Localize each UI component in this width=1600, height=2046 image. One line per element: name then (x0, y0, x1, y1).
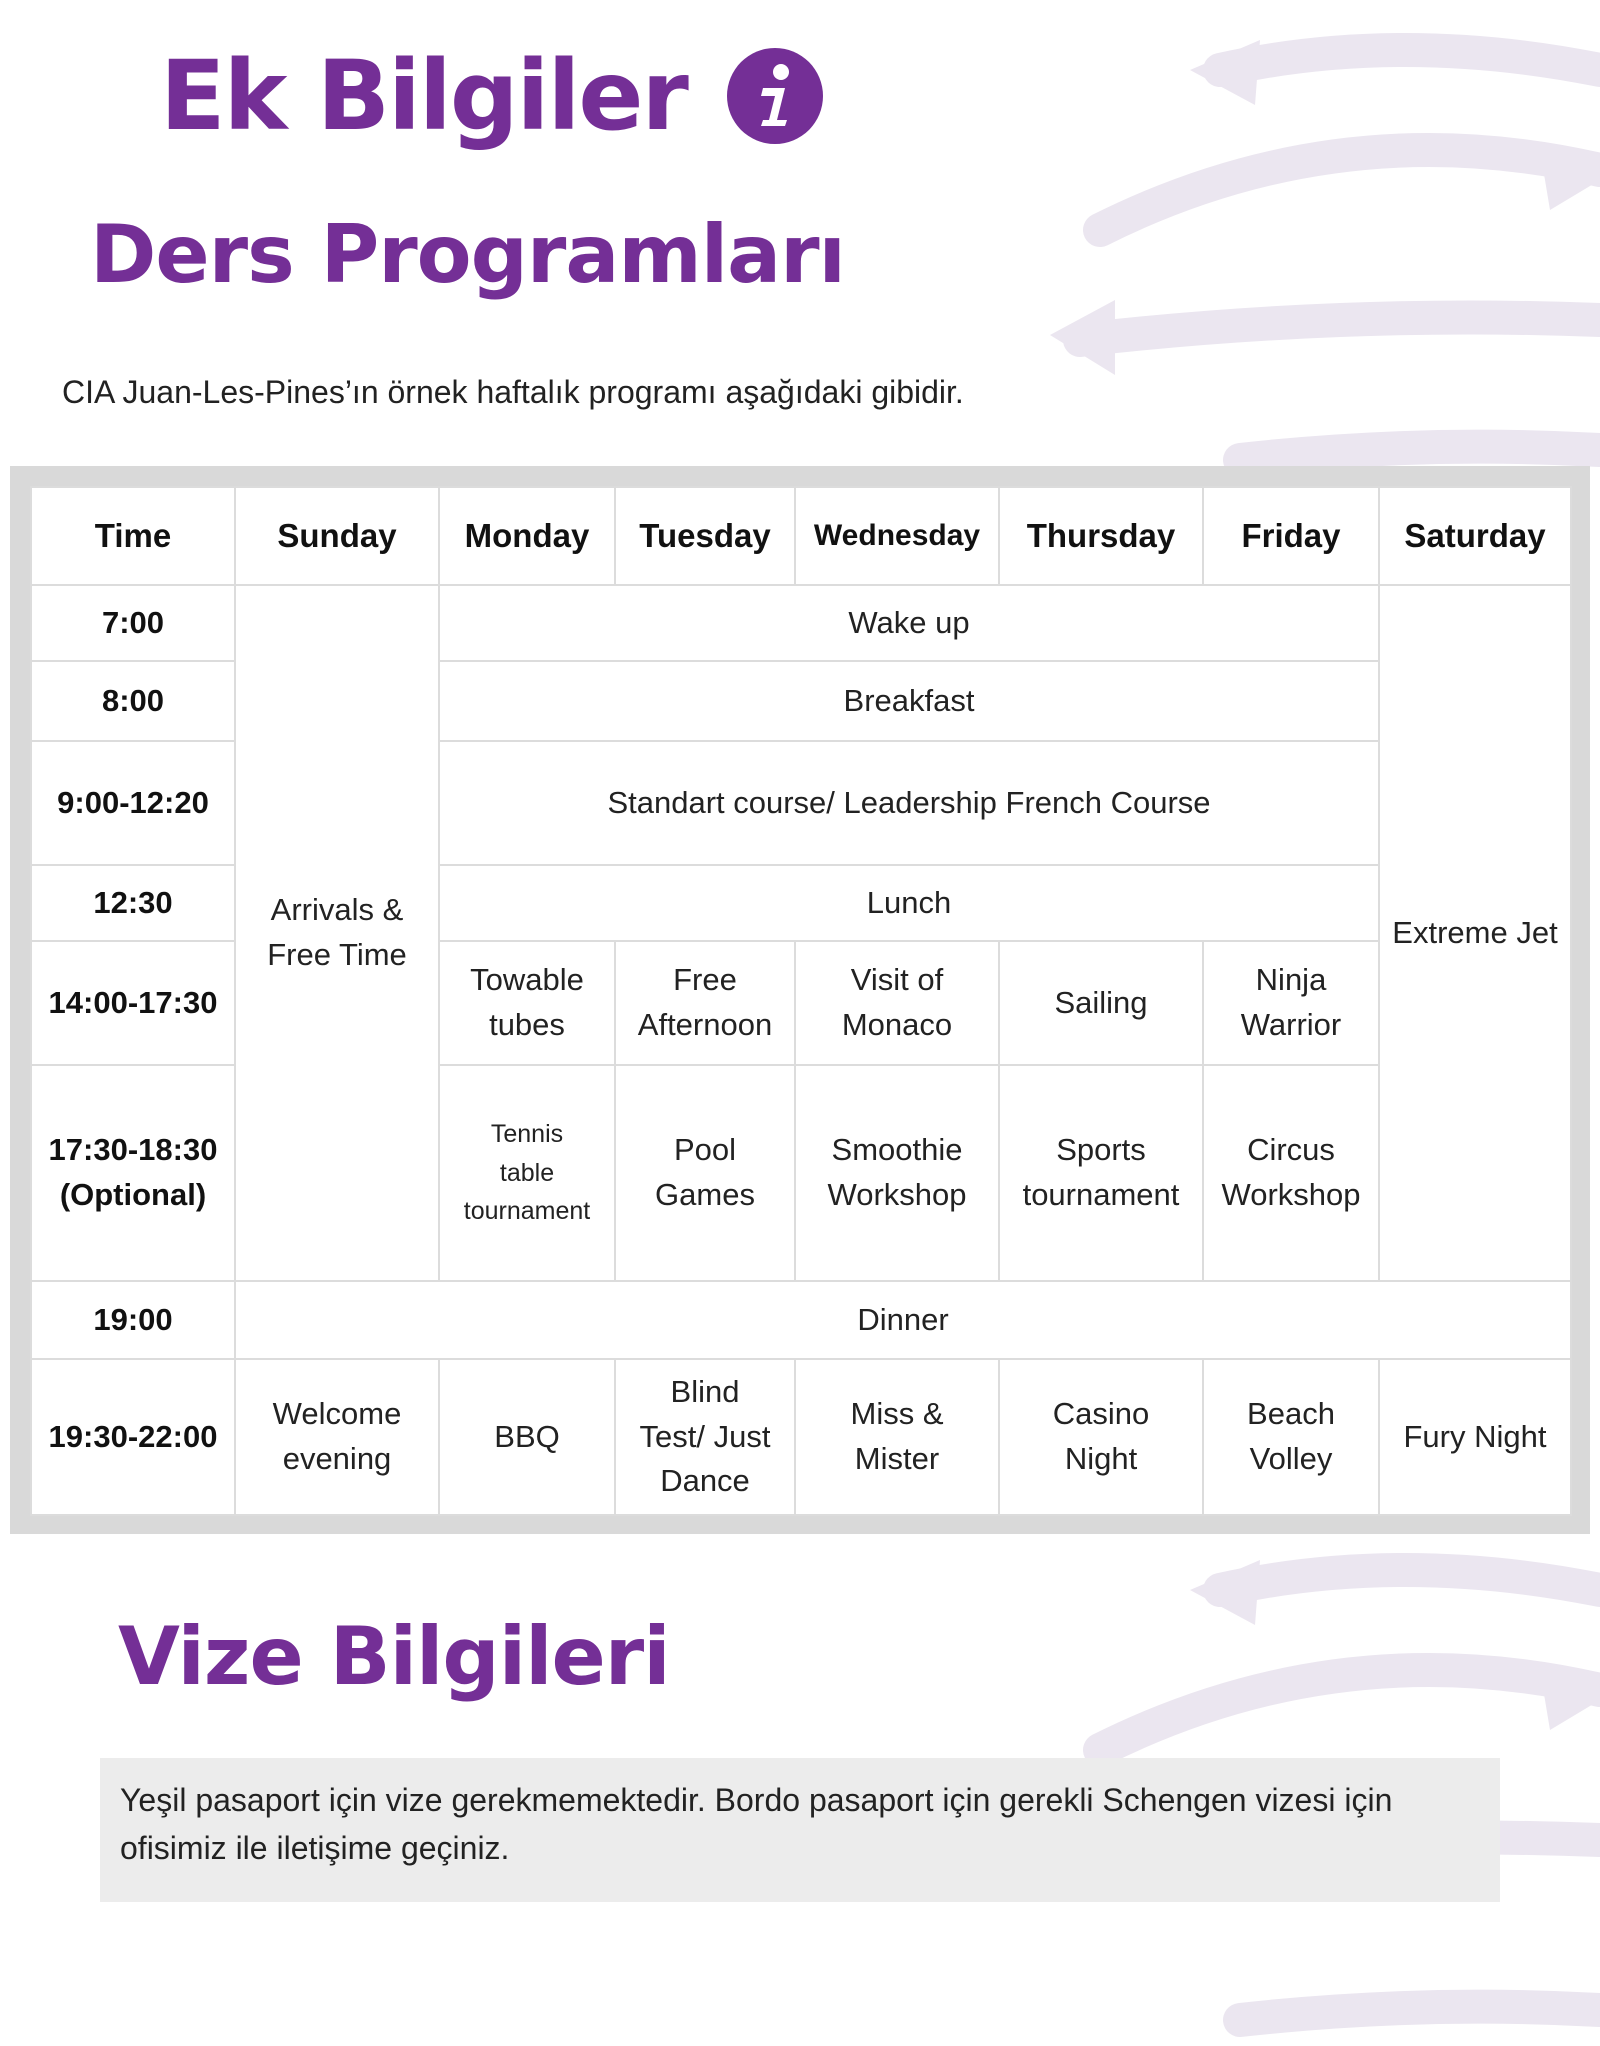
decorative-globe-top (1040, 30, 1600, 470)
activity-cell (615, 941, 795, 1065)
sunday-block-cell (235, 585, 439, 1281)
evening-cell (999, 1359, 1203, 1515)
cell-line: Sports (1056, 1132, 1146, 1168)
activity-cell (439, 941, 615, 1065)
header-tuesday: Tuesday (615, 487, 795, 585)
cell-line: table (499, 1158, 555, 1187)
evening-cell (1379, 1359, 1571, 1515)
cell-line: Ninja (1255, 962, 1327, 998)
cell-line: Pool (673, 1132, 737, 1168)
cell-line: Mister (854, 1441, 940, 1476)
time-cell: 19:30-22:00 (31, 1359, 235, 1515)
breakfast-cell: Breakfast (439, 661, 1379, 741)
cell-line: Beach (1247, 1396, 1335, 1432)
lunch-cell: Lunch (439, 865, 1379, 941)
activity-cell (615, 1065, 795, 1281)
cell-line: (Optional) (59, 1177, 207, 1212)
cell-line: Games (655, 1177, 755, 1212)
activity-cell (999, 1065, 1203, 1281)
cell-line: Blind (670, 1373, 740, 1409)
page-title-row (160, 40, 823, 152)
cell-line: Workshop (1221, 1177, 1361, 1212)
section-title-schedule: Ders Programları (90, 208, 845, 301)
cell-line: Sailing (1054, 984, 1148, 1020)
cell-line: evening (282, 1441, 392, 1476)
cell-line: Workshop (827, 1177, 967, 1212)
page-title: Ek Bilgiler (160, 40, 687, 152)
visa-info-box (100, 1758, 1500, 1902)
cell-line: Fury Night (1403, 1418, 1547, 1454)
time-cell: 12:30 (31, 865, 235, 941)
evening-cell (439, 1359, 615, 1515)
cell-line: Circus (1247, 1132, 1335, 1168)
header-time: Time (31, 487, 235, 585)
activity-cell (439, 1065, 615, 1281)
time-cell (31, 1065, 235, 1281)
header-saturday: Saturday (1379, 487, 1571, 585)
course-cell: Standart course/ Leadership French Course (439, 741, 1379, 865)
evening-cell (795, 1359, 999, 1515)
cell-line: Miss & (850, 1396, 944, 1432)
activity-cell (1203, 1065, 1379, 1281)
cell-line: Smoothie (831, 1132, 963, 1168)
sunday-block-line: Arrivals & (270, 892, 404, 928)
evening-cell (235, 1359, 439, 1515)
cell-line: tournament (1022, 1177, 1180, 1212)
time-cell: 9:00-12:20 (31, 741, 235, 865)
time-cell: 14:00-17:30 (31, 941, 235, 1065)
header-row (31, 487, 1571, 585)
cell-line: Welcome (272, 1396, 402, 1432)
cell-line: Warrior (1240, 1007, 1342, 1042)
cell-line: tournament (463, 1197, 591, 1226)
visa-info-text: Yeşil pasaport için vize gerekmemektedir. Bordo pasaport için gerekli Schengen vizesi için ofisimiz ile iletişime geçiniz. (120, 1782, 1393, 1866)
saturday-block-cell: Extreme Jet (1379, 585, 1571, 1281)
cell-line: tubes (489, 1007, 565, 1042)
table-row (31, 585, 1571, 661)
cell-line: Free (673, 962, 737, 998)
time-cell: 8:00 (31, 661, 235, 741)
cell-line: Volley (1249, 1441, 1333, 1476)
cell-line: Towable (470, 962, 584, 998)
table-row (31, 1281, 1571, 1359)
cell-line: Dance (660, 1463, 750, 1499)
cell-line: Afternoon (637, 1007, 773, 1042)
cell-line: BBQ (494, 1418, 560, 1454)
cell-line: Night (1064, 1441, 1138, 1476)
intro-text: CIA Juan-Les-Pines’ın örnek haftalık programı aşağıdaki gibidir. (62, 374, 964, 410)
evening-cell (615, 1359, 795, 1515)
cell-line: Visit of (850, 962, 944, 998)
evening-cell (1203, 1359, 1379, 1515)
header-monday: Monday (439, 487, 615, 585)
header-thursday: Thursday (999, 487, 1203, 585)
wake-up-cell: Wake up (439, 585, 1379, 661)
cell-line: Tennis (490, 1119, 564, 1148)
header-sunday: Sunday (235, 487, 439, 585)
dinner-cell: Dinner (235, 1281, 1571, 1359)
header-friday: Friday (1203, 487, 1379, 585)
cell-line: Monaco (841, 1007, 953, 1042)
activity-cell (999, 941, 1203, 1065)
header-wednesday: Wednesday (795, 487, 999, 585)
sunday-block-line: Free Time (267, 937, 407, 972)
cell-line: Test/ Just (639, 1418, 771, 1454)
schedule-table (30, 486, 1572, 1516)
time-cell: 19:00 (31, 1281, 235, 1359)
cell-line: 17:30-18:30 (48, 1132, 218, 1168)
section-title-visa: Vize Bilgileri (118, 1610, 670, 1703)
activity-cell (795, 941, 999, 1065)
info-icon (727, 48, 823, 144)
schedule-table-frame (10, 466, 1590, 1534)
cell-line: Casino (1052, 1396, 1150, 1432)
time-cell: 7:00 (31, 585, 235, 661)
activity-cell (1203, 941, 1379, 1065)
table-row (31, 1359, 1571, 1515)
activity-cell (795, 1065, 999, 1281)
